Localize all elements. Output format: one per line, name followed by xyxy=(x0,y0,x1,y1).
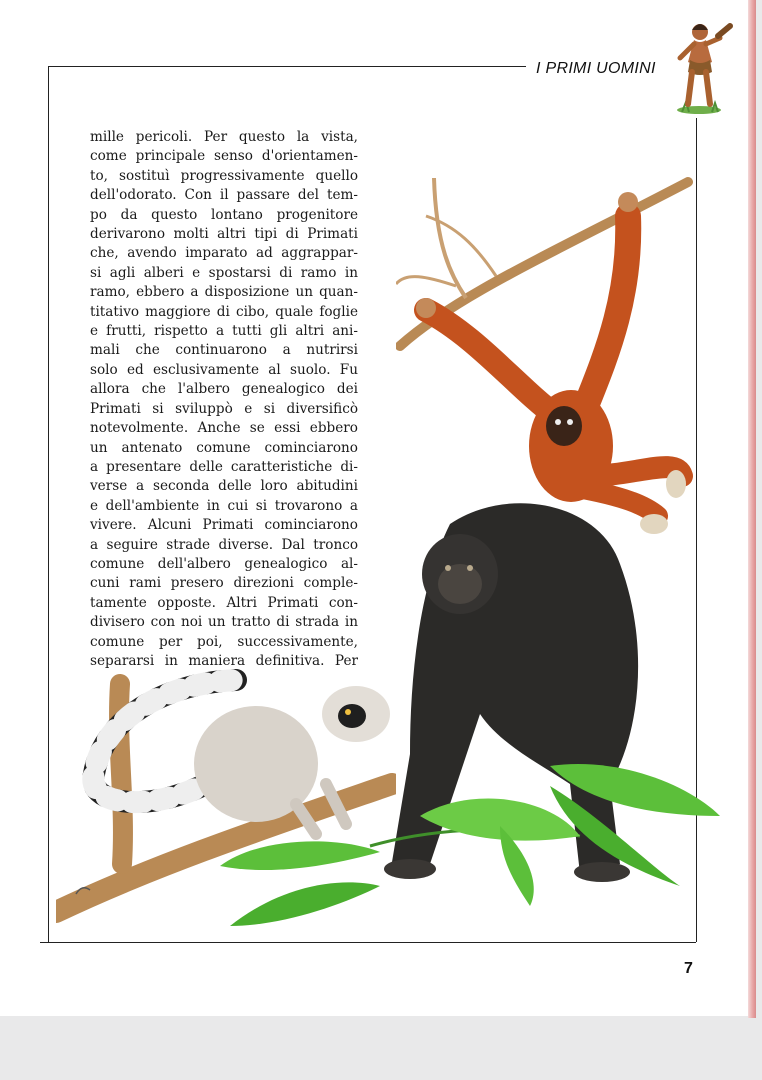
body-line: a presentare delle caratteristiche di- xyxy=(90,458,358,475)
body-line: vivere. Alcuni Primati cominciarono xyxy=(90,517,358,534)
body-line: che, avendo imparato ad aggrappar- xyxy=(90,245,358,262)
lemur-illustration xyxy=(56,664,396,924)
body-line: allora che l'albero genealogico dei xyxy=(90,381,358,398)
body-line: mille pericoli. Per questo la vista, xyxy=(90,129,358,145)
body-line: mali che continuarono a nutrirsi xyxy=(90,342,358,359)
page-number: 7 xyxy=(684,960,693,977)
body-text xyxy=(90,128,358,671)
caveman-icon xyxy=(664,20,734,116)
body-line: notevolmente. Anche se essi ebbero xyxy=(90,420,358,437)
section-title: I PRIMI UOMINI xyxy=(536,60,656,77)
body-line: comune per poi, successivamente, xyxy=(90,633,358,650)
body-line: cuni rami presero direzioni comple- xyxy=(90,575,358,592)
body-line: comune dell'albero genealogico al- xyxy=(90,555,358,572)
frame-bottom-rule xyxy=(40,942,696,943)
body-line: divisero con noi un tratto di strada in xyxy=(90,614,358,631)
body-line: dell'odorato. Con il passare del tem- xyxy=(90,187,358,204)
frame-top-rule xyxy=(48,66,526,67)
body-line: to, sostituì progressivamente quello xyxy=(90,167,358,184)
body-line: e frutti, rispetto a tutti gli altri ani- xyxy=(90,323,358,340)
body-line: si agli alberi e spostarsi di ramo in xyxy=(90,264,358,281)
body-line: un antenato comune cominciarono xyxy=(90,439,358,456)
page-edge xyxy=(748,0,756,1018)
body-line: tamente opposte. Altri Primati con- xyxy=(90,594,358,611)
body-line: titativo maggiore di cibo, quale foglie xyxy=(90,303,358,320)
body-line: ramo, ebbero a disposizione un quan- xyxy=(90,284,358,301)
body-line: verse a seconda delle loro abitudini xyxy=(90,478,358,495)
body-line: Primati si sviluppò e si diversificò xyxy=(90,400,358,417)
body-line: po da questo lontano progenitore xyxy=(90,206,358,223)
body-line: separarsi in maniera definitiva. Per xyxy=(90,652,358,669)
frame-left-rule xyxy=(48,66,49,942)
body-line: a seguire strade diverse. Dal tronco xyxy=(90,536,358,553)
body-line: derivarono molti altri tipi di Primati xyxy=(90,226,358,243)
body-line: solo ed esclusivamente al suolo. Fu xyxy=(90,361,358,378)
body-line: e dell'ambiente in cui si trovarono a xyxy=(90,497,358,514)
body-line: come principale senso d'orientamen- xyxy=(90,148,358,165)
